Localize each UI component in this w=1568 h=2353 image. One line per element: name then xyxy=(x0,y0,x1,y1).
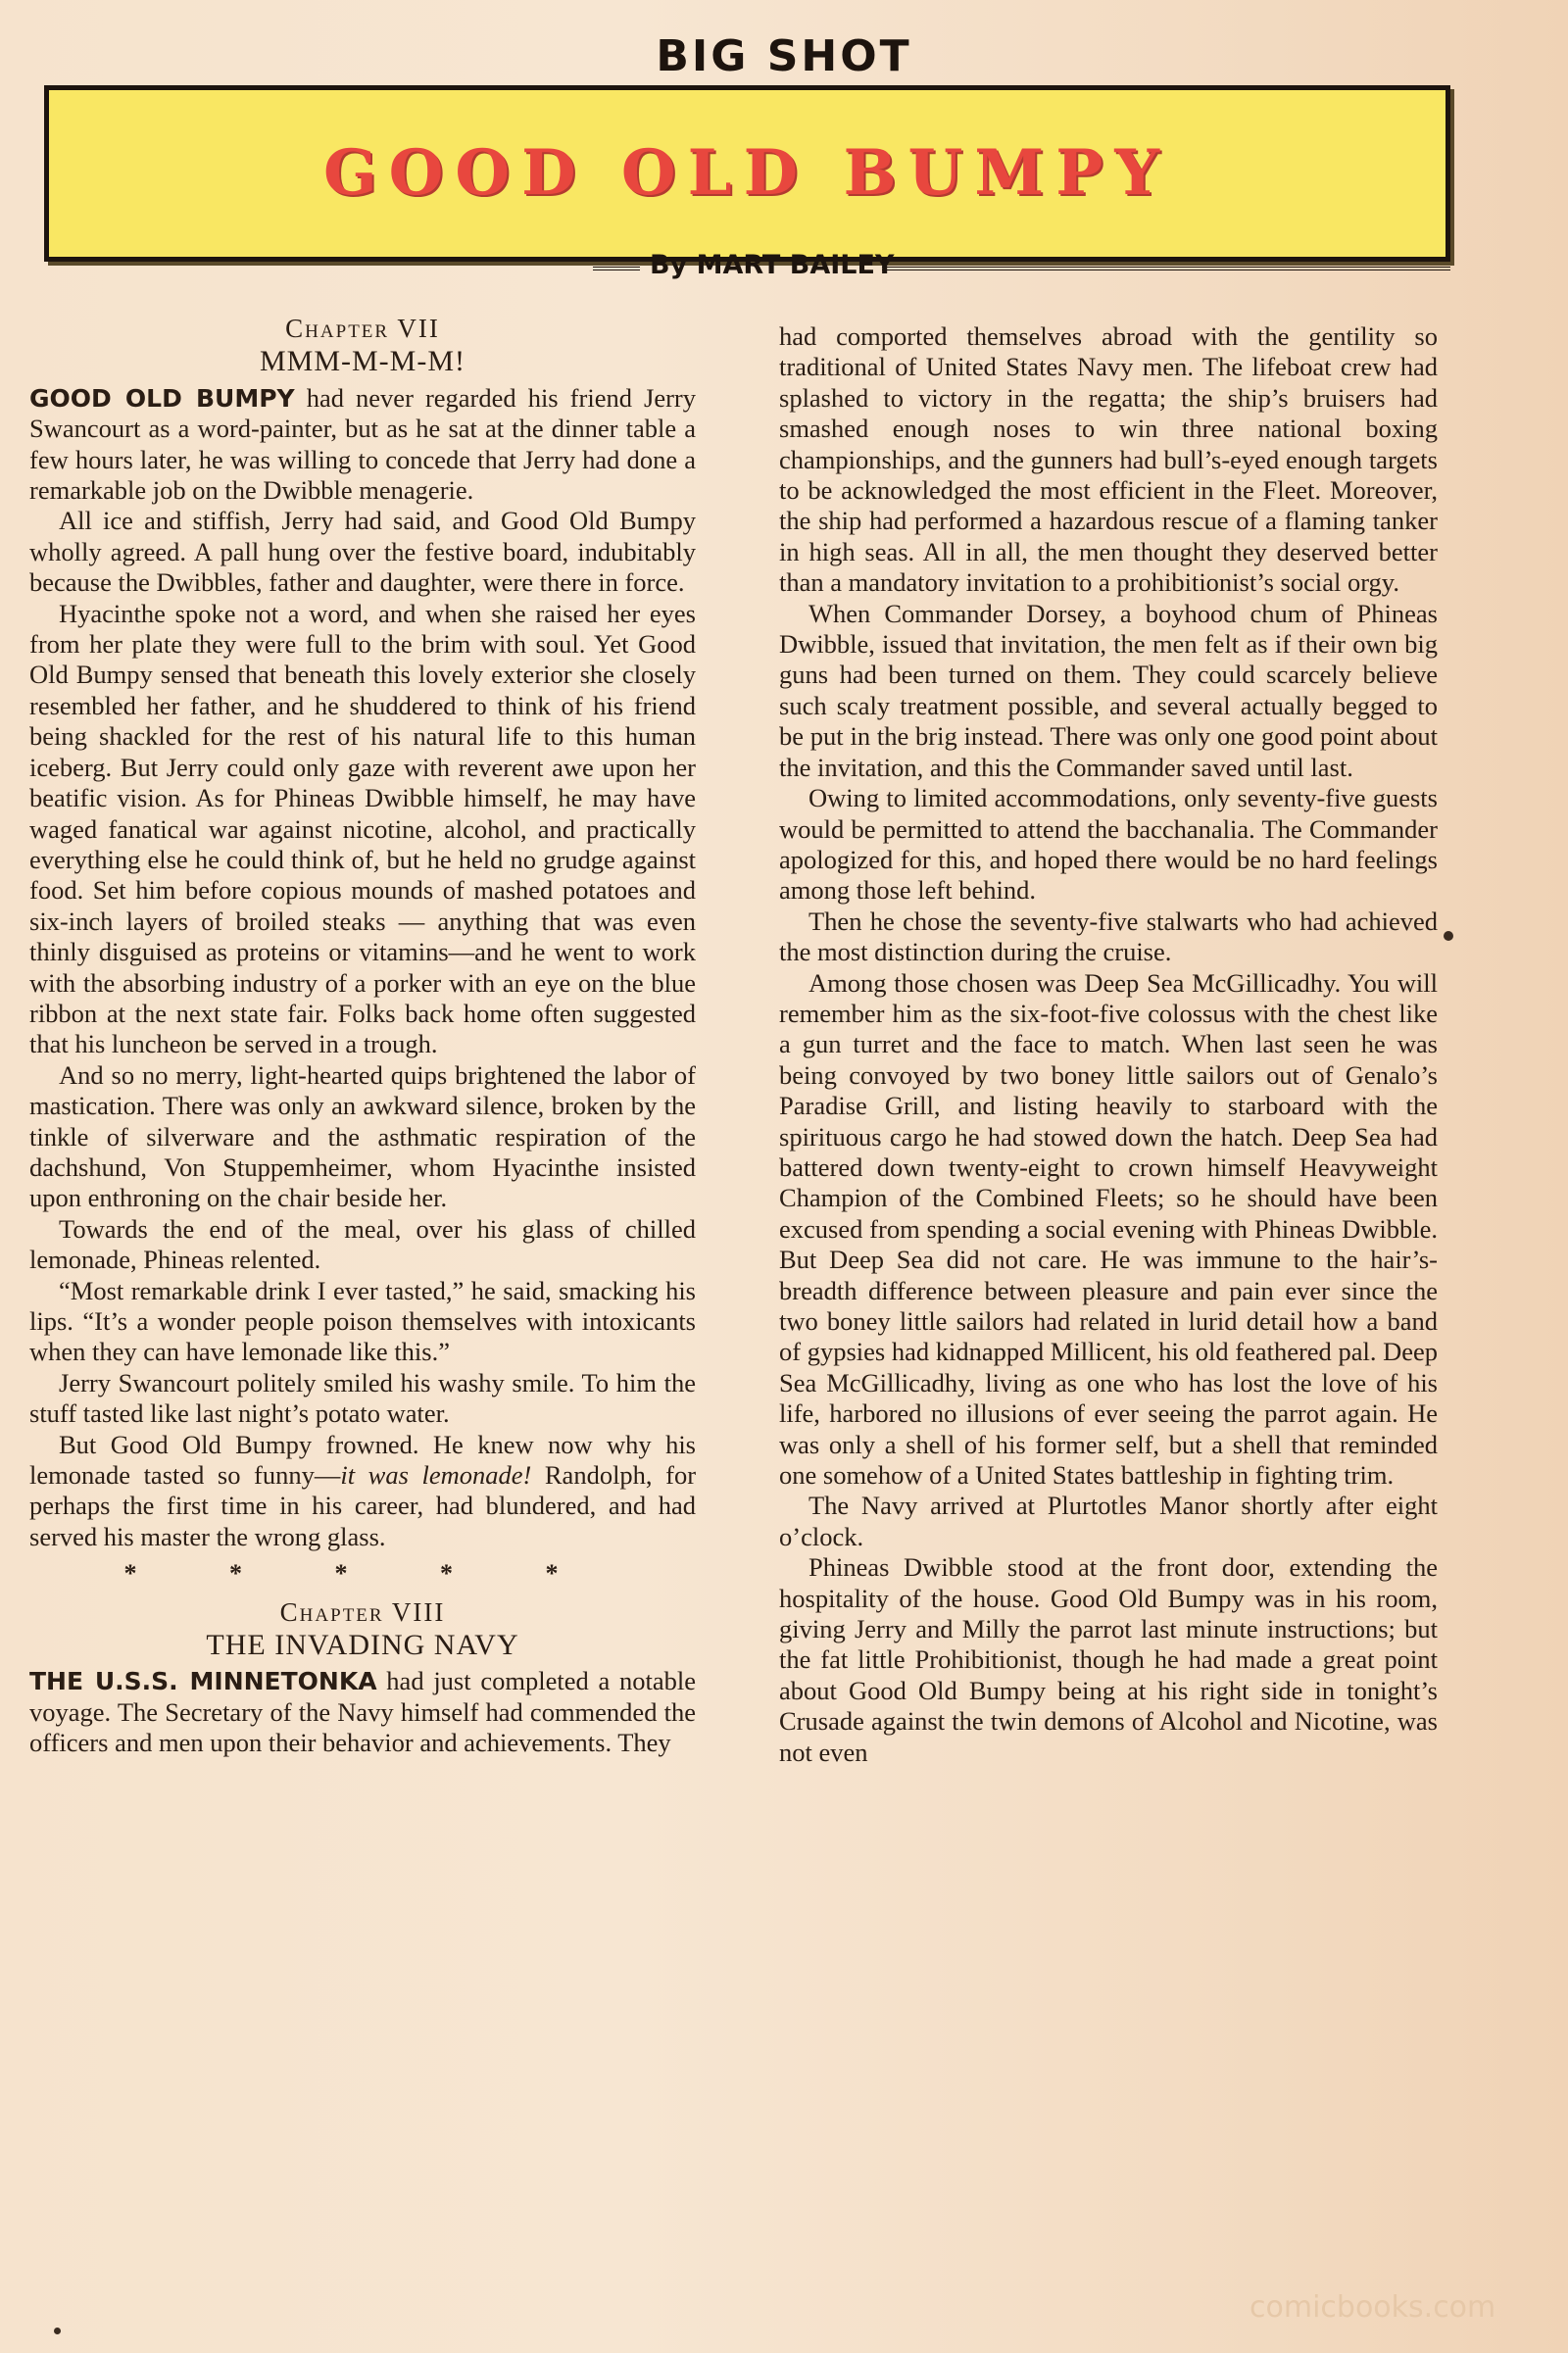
title-banner xyxy=(44,85,1450,262)
paragraph: Towards the end of the meal, over his glass of chilled lemonade, Phineas relented. xyxy=(29,1213,696,1275)
chapter-8-lead: THE U.S.S. MINNETONKA xyxy=(29,1667,377,1696)
paragraph-text: had just completed a notable voyage. The Secretary of the Navy himself had commended the officers and men upon their behavior and achievements. They xyxy=(29,1666,696,1758)
paragraph-text: But Good Old Bumpy frowned. He knew now why his lemonade tasted so funny— xyxy=(29,1429,696,1491)
paragraph: The Navy arrived at Plurtotles Manor shortly after eight o’clock. xyxy=(779,1491,1438,1551)
chapter-8-title: THE INVADING NAVY xyxy=(206,1629,519,1662)
chapter-7-number: Chapter VII xyxy=(285,314,440,343)
story-title: GOOD OLD BUMPY xyxy=(322,136,1172,210)
left-column xyxy=(29,314,696,1759)
paragraph: “Most remarkable drink I ever tasted,” he said, smacking his lips. “It’s a wonder people poison themselves with intoxicants when they can have lemonade like this.” xyxy=(29,1275,696,1367)
paragraph-text: had never regarded his friend Jerry Swancourt as a word-painter, but as he sat at the dinner table a few hours later, he was willing to concede that Jerry had done a remarkable job on the Dwibble menagerie. xyxy=(29,382,696,506)
publication-masthead: BIG SHOT xyxy=(656,31,912,81)
paragraph: All ice and stiffish, Jerry had said, and Good Old Bumpy wholly agreed. A pall hung over the festive board, indubitably because the Dwibbles, father and daughter, were there in force. xyxy=(29,506,696,598)
paragraph: had comported themselves abroad with the gentility so traditional of United States Navy men. The lifeboat crew had splashed to victory in the regatta; the ship’s bruisers had smashed enough noses to win three national boxing championships, and the gunners had bull’s-eyed enough targets to be acknowledged the most efficient in the Fleet. Moreover, the ship had performed a hazardous rescue of a flaming tanker in high seas. All in all, the men thought they deserved better than a mandatory invitation to a prohibitionist’s social orgy. xyxy=(779,321,1438,598)
paragraph: And so no merry, light-hearted quips brightened the labor of mastication. There was only an awkward silence, broken by the tinkle of silverware and the asthmatic respiration of the dachshund, Von Stuppemheimer, whom Hyacinthe insisted upon enthroning on the chair beside her. xyxy=(29,1059,696,1213)
paragraph: Among those chosen was Deep Sea McGillicadhy. You will remember him as the six-foot-five colossus with the chest like a gun turret and the face to match. When last seen he was being convoyed by two boney little sailors out of Genalo’s Paradise Grill, and listing heavily to starboard with the spirituous cargo he had stowed down the hatch. Deep Sea had battered down twenty-eight to crown himself Heavyweight Champion of the Combined Fleets; so he should have been excused from spending a social evening with Phineas Dwibble. But Deep Sea did not care. He was immune to the hair’s-breadth difference between pleasure and pain ever since the two boney little sailors had related in lurid detail how a band of gypsies had kidnapped Millicent, his old feathered pal. Deep Sea McGillicadhy, living as one who has lost the love of his life, harbored no illusions of ever seeing the parrot again. He was only a shell of his former self, but a shell that reminded one somehow of a United States battleship in fighting trim. xyxy=(779,967,1438,1491)
ink-spot xyxy=(1444,931,1453,941)
right-column xyxy=(779,321,1438,1768)
chapter-7-title: MMM-M-M-M! xyxy=(259,345,466,378)
paragraph-text: Randolph, for perhaps the first time in his career, had blundered, and had served his master the wrong glass. xyxy=(29,1460,697,1551)
paragraph: Hyacinthe spoke not a word, and when she raised her eyes from her plate they were full to the brim with soul. Yet Good Old Bumpy sensed that beneath this lovely exterior she closely resembled her father, and he shuddered to think of his friend being shackled for the rest of his natural life to this human iceberg. But Jerry could only gaze with reverent awe upon her beatific vision. As for Phineas Dwibble himself, he may have waged fanatical war against nicotine, alcohol, and practically everything else he could think of, but he held no grudge against food. Set him before copious mounds of mashed potatoes and six-inch layers of broiled steaks — anything that was even thinly disguised as proteins or vitamins—and he went to work with the absorbing industry of a porker with an eye on the blue ribbon at the next state fair. Folks back home often suggested that his luncheon be served in a trough. xyxy=(29,598,696,1059)
chapter-8-number: Chapter VIII xyxy=(279,1596,446,1627)
paragraph: Then he chose the seventy-five stalwarts who had achieved the most distinction during the cruise. xyxy=(779,906,1438,967)
byline-rule-left xyxy=(593,267,640,270)
paragraph: When Commander Dorsey, a boyhood chum of Phineas Dwibble, issued that invitation, the men felt as if their own big guns had been turned on them. They could scarcely believe such scaly treatment possible, and several actually begged to be put in the brig instead. There was only one good point about the invitation, and this the Commander saved until last. xyxy=(779,598,1438,782)
chapter-7-lead: GOOD OLD BUMPY xyxy=(29,383,295,413)
ink-spot xyxy=(54,2328,61,2334)
watermark: comicbooks.com xyxy=(1250,2290,1496,2325)
section-separator: * * * * * xyxy=(123,1559,602,1589)
byline-row xyxy=(44,250,1450,289)
byline: By MART BAILEY xyxy=(650,250,895,280)
paragraph xyxy=(29,383,696,507)
paragraph: Owing to limited accommodations, only seventy-five guests would be permitted to attend the bacchanalia. The Commander apologized for this, and hoped there would be no hard feelings among those left behind. xyxy=(779,783,1438,906)
paragraph xyxy=(29,1666,696,1758)
paragraph: Phineas Dwibble stood at the front door, extending the hospitality of the house. Good Old Bumpy was in his room, giving Jerry and Milly the parrot last minute instructions; but the fat little Prohibitionist, though he had made a great point about Good Old Bumpy being at his right side in tonight’s Crusade against the twin demons of Alcohol and Nicotine, was not even xyxy=(779,1552,1438,1767)
emphasis: it was lemonade! xyxy=(340,1460,532,1491)
paragraph: Jerry Swancourt politely smiled his washy smile. To him the stuff tasted like last night’s potato water. xyxy=(29,1367,696,1429)
byline-rule-right xyxy=(882,267,1450,270)
paragraph xyxy=(29,1430,696,1553)
